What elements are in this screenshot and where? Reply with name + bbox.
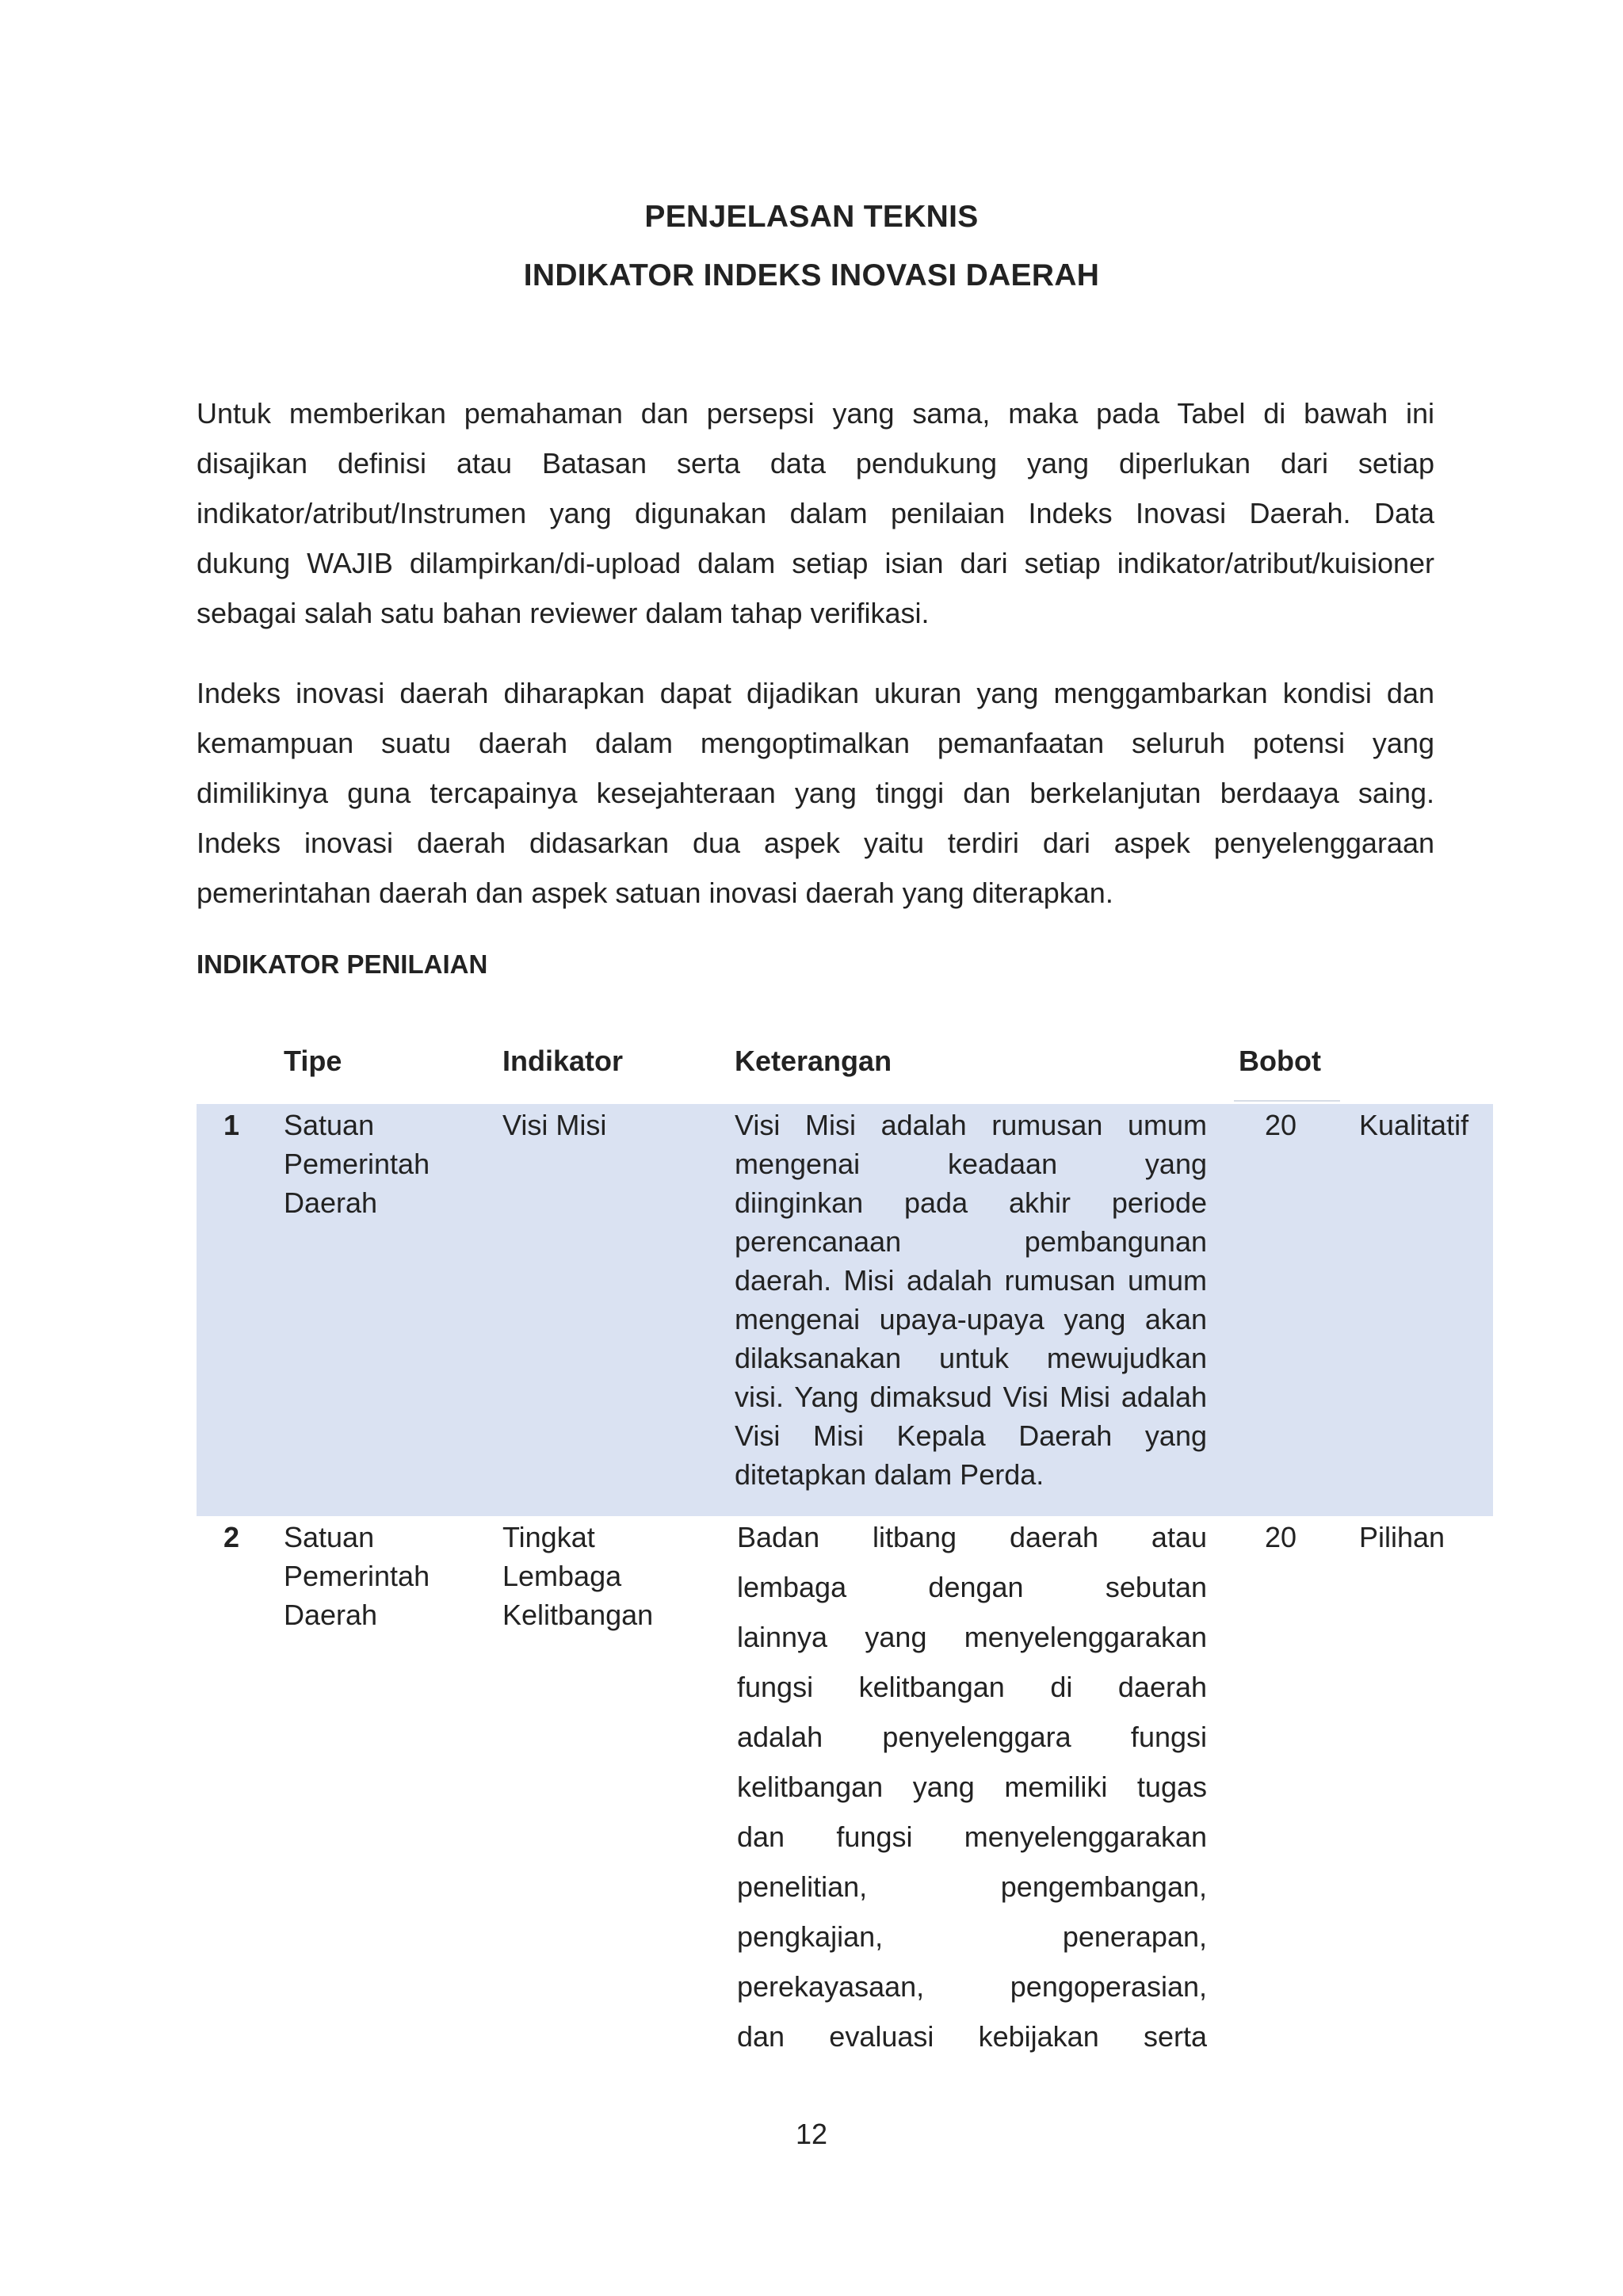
row-number: 1 [223, 1109, 240, 1141]
row-indikator [502, 1518, 653, 1634]
row-number: 2 [223, 1521, 240, 1553]
cell-line: diinginkan pada akhir periode [735, 1186, 1207, 1219]
cell-line: daerah. Misi adalah rumusan umum [735, 1264, 1207, 1297]
cell-line: lembaga dengan sebutan [737, 1571, 1207, 1603]
cell-line: Pemerintah [284, 1148, 430, 1180]
row-indikator [502, 1106, 606, 1144]
row-bobot: 20 [1265, 1521, 1297, 1553]
intro-paragraph [197, 388, 1434, 638]
cell-line: Kelitbangan [502, 1599, 654, 1631]
cell-line: Tingkat [502, 1521, 595, 1553]
row-tipe [284, 1106, 430, 1222]
cell-line: visi. Yang dimaksud Visi Misi adalah [735, 1381, 1207, 1413]
paragraph-line: Indeks inovasi daerah diharapkan dapat dijadikan ukuran yang menggambarkan kondisi dan [197, 677, 1434, 709]
paragraph-line: sebagai salah satu bahan reviewer dalam tahap verifikasi. [197, 597, 930, 629]
header-indikator: Indikator [502, 1045, 624, 1077]
row-jenis: Pilihan [1359, 1521, 1445, 1553]
cell-line: Daerah [284, 1599, 378, 1631]
cell-line: penelitian, pengembangan, [737, 1870, 1207, 1903]
cell-line: adalah penyelenggara fungsi [737, 1721, 1207, 1753]
cell-line: Lembaga [502, 1560, 622, 1592]
cell-line: pengkajian, penerapan, [737, 1920, 1207, 1953]
header-bobot: Bobot [1239, 1045, 1321, 1077]
cell-line: dilaksanakan untuk mewujudkan [735, 1342, 1207, 1374]
paragraph-line: Indeks inovasi daerah didasarkan dua aspek yaitu terdiri dari aspek penyelenggaraan [197, 827, 1434, 859]
paragraph-line: disajikan definisi atau Batasan serta data pendukung yang diperlukan dari setiap [197, 447, 1434, 479]
cell-line: perencanaan pembangunan [735, 1225, 1207, 1258]
cell-line: Pemerintah [284, 1560, 430, 1592]
row-tipe [284, 1518, 430, 1634]
paragraph-line: dukung WAJIB dilampirkan/di-upload dalam setiap isian dari setiap indikator/atribut/kuisioner [197, 547, 1434, 579]
row-jenis: Kualitatif [1359, 1109, 1469, 1141]
cell-line: Satuan [284, 1521, 375, 1553]
cell-line: ditetapkan dalam Perda. [735, 1458, 1044, 1491]
row-bobot: 20 [1265, 1109, 1297, 1141]
document-subtitle: INDIKATOR INDEKS INOVASI DAERAH [523, 258, 1100, 292]
cell-line: mengenai upaya-upaya yang akan [735, 1303, 1207, 1335]
cell-line: Visi Misi [502, 1109, 607, 1141]
header-keterangan: Keterangan [735, 1045, 892, 1077]
cell-line: Visi Misi Kepala Daerah yang [735, 1419, 1207, 1452]
page-number: 12 [795, 2118, 828, 2150]
header-divider [1234, 1100, 1340, 1102]
paragraph-line: indikator/atribut/Instrumen yang digunakan dalam penilaian Indeks Inovasi Daerah. Data [197, 497, 1434, 529]
cell-line: mengenai keadaan yang [735, 1148, 1207, 1180]
paragraph-line: Untuk memberikan pemahaman dan persepsi yang sama, maka pada Tabel di bawah ini [197, 397, 1434, 430]
cell-line: Badan litbang daerah atau [737, 1521, 1207, 1553]
cell-line: dan evaluasi kebijakan serta [737, 2020, 1207, 2053]
row-keterangan [737, 1512, 1207, 2061]
cell-line: Satuan [284, 1109, 375, 1141]
paragraph-line: pemerintahan daerah dan aspek satuan inovasi daerah yang diterapkan. [197, 877, 1113, 909]
description-paragraph [197, 668, 1434, 918]
paragraph-line: kemampuan suatu daerah dalam mengoptimalkan pemanfaatan seluruh potensi yang [197, 727, 1434, 759]
cell-line: kelitbangan yang memiliki tugas [737, 1771, 1207, 1803]
paragraph-line: dimilikinya guna tercapainya kesejahteraan yang tinggi dan berkelanjutan berdaaya saing. [197, 777, 1434, 809]
row-keterangan [735, 1106, 1207, 1494]
cell-line: fungsi kelitbangan di daerah [737, 1671, 1207, 1703]
cell-line: dan fungsi menyelenggarakan [737, 1820, 1207, 1853]
cell-line: perekayasaan, pengoperasian, [737, 1970, 1207, 2003]
cell-line: Daerah [284, 1186, 378, 1219]
section-heading: INDIKATOR PENILAIAN [197, 949, 488, 979]
header-tipe: Tipe [284, 1045, 342, 1077]
document-title: PENJELASAN TEKNIS [644, 200, 979, 234]
cell-line: Visi Misi adalah rumusan umum [735, 1109, 1207, 1141]
cell-line: lainnya yang menyelenggarakan [737, 1621, 1207, 1653]
